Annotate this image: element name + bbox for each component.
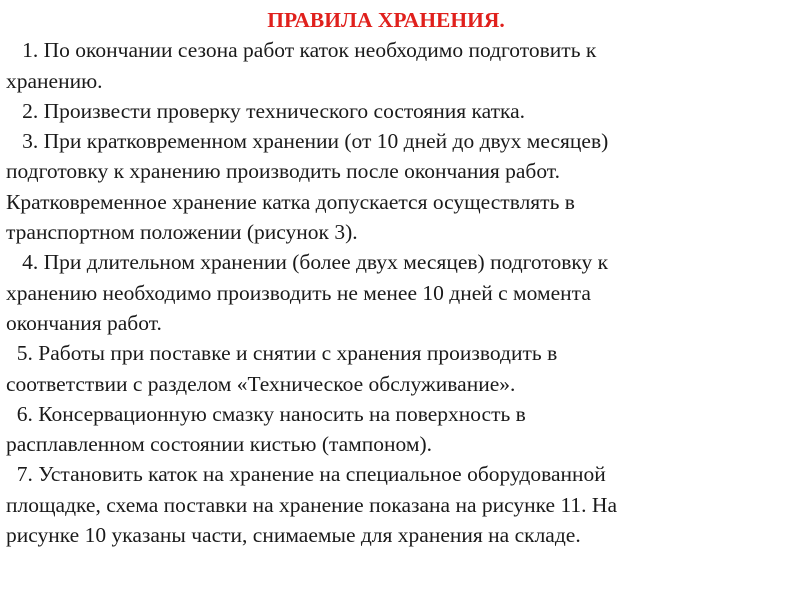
text-line: 7. Установить каток на хранение на специальное оборудованной [6, 462, 606, 487]
document-body [6, 5, 766, 550]
rules-text [6, 35, 766, 550]
text-line: соответствии с разделом «Техническое обслуживание». [6, 371, 516, 396]
text-line: 6. Консервационную смазку наносить на поверхность в [6, 401, 526, 426]
document-title: ПРАВИЛА ХРАНЕНИЯ. [267, 8, 505, 32]
text-line: 1. По окончании сезона работ каток необходимо подготовить к [6, 38, 597, 63]
text-line: площадке, схема поставки на хранение показана на рисунке 11. На [6, 492, 617, 517]
text-line: транспортном положении (рисунок 3). [6, 220, 358, 245]
text-line: 3. При кратковременном хранении (от 10 дней до двух месяцев) [6, 129, 609, 154]
text-line: 2. Произвести проверку технического состояния катка. [6, 98, 526, 123]
text-line: окончания работ. [6, 310, 162, 335]
text-line: подготовку к хранению производить после окончания работ. [6, 159, 560, 184]
text-line: 4. При длительном хранении (более двух месяцев) подготовку к [6, 250, 609, 275]
text-line: 5. Работы при поставке и снятии с хранения производить в [6, 341, 558, 366]
text-line: хранению необходимо производить не менее 10 дней с момента [6, 280, 591, 305]
text-line: Кратковременное хранение катка допускается осуществлять в [6, 189, 575, 214]
text-line: расплавленном состоянии кистью (тампоном). [6, 432, 433, 457]
text-line: хранению. [6, 68, 103, 93]
text-line: рисунке 10 указаны части, снимаемые для хранения на складе. [6, 523, 581, 548]
